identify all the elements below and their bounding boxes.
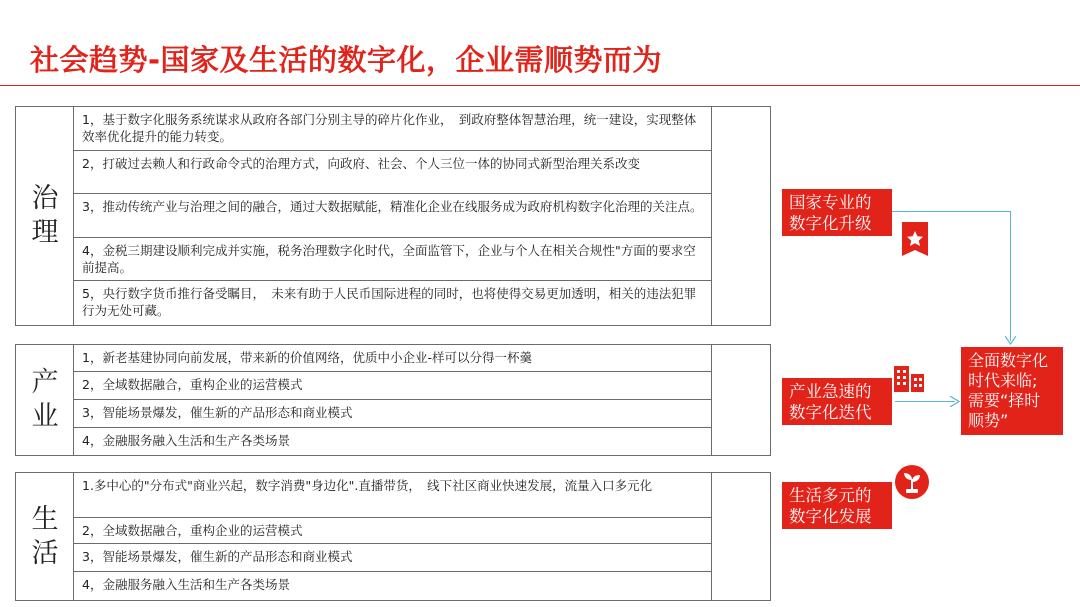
page-title: 社会趋势-国家及生活的数字化，企业需顺势而为 bbox=[30, 43, 663, 77]
star-badge-icon bbox=[900, 222, 930, 260]
list-item: 2，全域数据融合，重构企业的运营模式 bbox=[74, 372, 711, 400]
title-underline bbox=[0, 85, 1080, 86]
industry-digital-iteration-box: 产业急速的 数字化迭代 bbox=[782, 378, 892, 425]
group-label-char: 产 bbox=[31, 367, 59, 399]
group-label-governance bbox=[16, 107, 74, 325]
connector-line bbox=[892, 211, 1010, 212]
list-item: 2，打破过去赖人和行政命令式的治理方式，向政府、社会、个人三位一体的协同式新型治理关系改变 bbox=[74, 151, 711, 194]
life-digital-development-box: 生活多元的 数字化发展 bbox=[782, 482, 892, 529]
buildings-icon bbox=[892, 362, 926, 394]
list-item: 3，推动传统产业与治理之间的融合，通过大数据赋能，精准化企业在线服务成为政府机构数字化治理的关注点。 bbox=[74, 194, 711, 238]
group-label-life bbox=[16, 473, 74, 600]
group-life bbox=[15, 472, 771, 601]
group-label-char: 生 bbox=[31, 503, 59, 535]
group-governance bbox=[15, 106, 771, 326]
conclusion-box: 全面数字化 时代来临; 需要“择时 顺势” bbox=[961, 347, 1063, 435]
list-item: 3，智能场景爆发，催生新的产品形态和商业模式 bbox=[74, 544, 711, 572]
industry-rows bbox=[73, 345, 712, 455]
group-label-char: 治 bbox=[31, 183, 59, 215]
connector-line bbox=[895, 401, 955, 402]
group-label-char: 业 bbox=[31, 401, 59, 432]
list-item: 1.多中心的"分布式"商业兴起，数字消费"身边化".直播带货， 线下社区商业快速发展，流量入口多元化 bbox=[74, 473, 711, 518]
arrow-icon bbox=[1005, 336, 1016, 345]
list-item: 1，新老基建协同向前发展，带来新的价值网络，优质中小企业-样可以分得一杯羹 bbox=[74, 345, 711, 372]
list-item: 4，金融服务融入生活和生产各类场景 bbox=[82, 433, 290, 448]
governance-rows bbox=[73, 107, 712, 325]
list-item: 3，智能场景爆发，催生新的产品形态和商业模式 bbox=[74, 400, 711, 428]
group-label-char: 理 bbox=[31, 217, 59, 248]
list-item: 2，全域数据融合，重构企业的运营模式 bbox=[74, 518, 711, 544]
list-item: 4，金融服务融入生活和生产各类场景 bbox=[82, 577, 290, 592]
sprout-badge-icon bbox=[894, 464, 930, 500]
list-item: 1，基于数字化服务系统谋求从政府各部门分别主导的碎片化作业， 到政府整体智慧治理，统一建设，实现整体效率优化提升的能力转变。 bbox=[74, 107, 711, 151]
group-label-char: 活 bbox=[31, 537, 59, 569]
group-label-industry bbox=[16, 345, 74, 455]
list-item: 4，金税三期建设顺利完成并实施，税务治理数字化时代，全面监管下，企业与个人在相关合规性"方面的要求空前提高。 bbox=[74, 238, 711, 281]
list-item: 5，央行数字货币推行备受瞩目， 未来有助于人民币国际进程的同时，也将使得交易更加透明，相关的违法犯罪行为无处可藏。 bbox=[82, 286, 697, 318]
arrow-icon bbox=[950, 396, 960, 407]
connector-line bbox=[1010, 211, 1011, 341]
life-rows bbox=[73, 473, 712, 600]
group-industry bbox=[15, 344, 771, 456]
national-digital-upgrade-box: 国家专业的 数字化升级 bbox=[782, 189, 892, 236]
